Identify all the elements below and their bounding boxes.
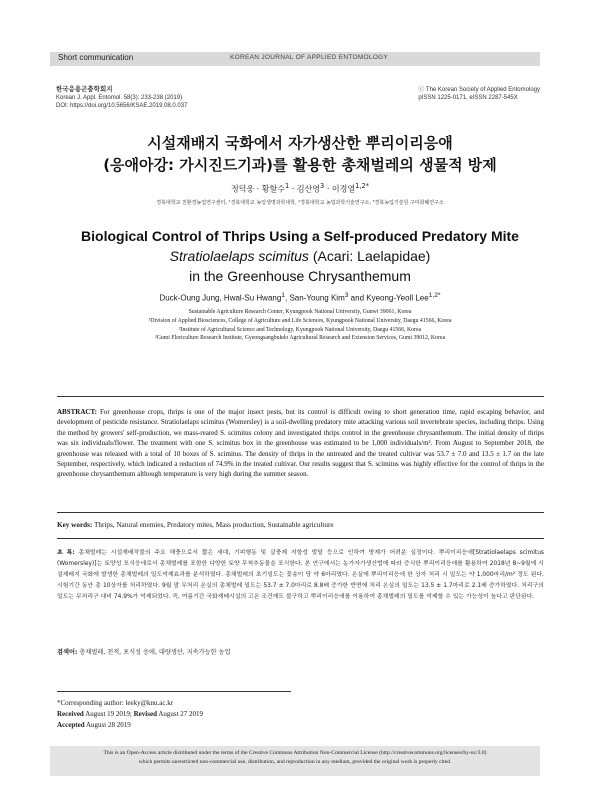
korean-author-sup-2: 3 [320,182,325,190]
received-label: Received [57,710,84,718]
english-author-sup-1: 1 [281,292,285,299]
korean-author-names-3: · 이경열 [324,184,356,194]
taxonomy: (Acari: Laelapidae) [308,248,431,264]
license-line-2: which permits unrestricted non-commercial use, distribution, and reproduction in any medium, provided the original work is properly cited. [138,759,452,765]
correspondence-block [57,698,203,731]
accepted-label: Accepted [57,721,85,729]
section-label: Short communication [58,53,134,62]
citation-block [56,86,187,110]
license-footer [50,746,540,776]
korean-journal-name: 한국응용곤충학회지 [56,86,113,93]
corresponding-email[interactable]: leeky@knu.ac.kr [123,699,174,707]
received-date: August 19 2019; [83,710,132,718]
keywords-text: Thrips, Natural enemies, Predatory mites, Mass production, Sustainable agriculture [92,521,334,529]
korean-abstract-divider [57,538,544,539]
abstract-text: For greenhouse crops, thrips is one of the major insect pests, but its control is difficult owing to short generation time, rapid escaping behavior, and development of pesticide resistance. Stratiolaelaps scimitus (Womersley) is a soil-dwelling predatory mite attacking various soil invertebrate species, including thrips. Using the method by growers' self-production, we mass-reared S. scimitus colony and investigated thrips control in the greenhouse chrysanthemum. The initial density of thrips was six individuals/flower. The treatment with one S. scimitus box in the greenhouse was estimated to be 1,000 individuals/m². From August to September 2018, the greenhouse was released with a total of 10 boxes of S. scimitus. The density of thrips in the untreated and the treated cultivar was 53.7 ± 7.0 and 13.5 ± 1.7 on the late September, respectively, which indicated a reduction of 74.9% in the treated cultivar. Our results suggest that S. scimitus was highly effective for the control of thrips in the greenhouse chrysanthemum although temperature is very high during the summer season. [57,408,544,479]
abstract-label: ABSTRACT: [57,408,97,416]
keywords-top-divider [57,512,544,513]
english-keywords [57,521,334,529]
korean-abstract-label: 초 록: [57,550,75,556]
korean-author-names-1: 정덕웅 · 황할수 [230,184,285,194]
korean-title [0,132,600,176]
korean-author-sup-3: 1,2 [355,182,366,190]
revised-date: August 27 2019 [156,710,204,718]
abstract-top-divider [57,396,544,397]
copyright-society: ⓒ The Korean Society of Applied Entomology [418,87,540,93]
species-name: Stratiolaelaps scimitus [169,248,309,264]
english-author-sup-3: 1,2 [428,292,438,299]
korean-abstract [57,548,544,603]
corresponding-author [57,698,203,709]
english-affiliations [0,308,600,343]
corresponding-label: *Corresponding author: [57,699,124,707]
korean-abstract-text: 총채벌레는 시설재배작물의 주요 해충으로서 짧은 세대, 기피행동 및 살충제 저항성 발달 등으로 인하여 방제가 어려운 실정이다. 뿌리이리응애[Stratiolaelaps scimitus (Womersley)]는 토양성 포식응애로서 총채벌레를 포함한 다양한 토양 무척추동물을 포식한다. 본 연구에서는 농가자가생산법에 따라 증식한 뿌리이리응애를 활용하여 2018년 8~9월에 시설재배지 국화에 발생한 총채벌레의 밀도억제효과를 분석하였다. 총채벌레의 초기밀도는 꽃송이 당 약 6마리였다. 온실에 뿌리이리응애 한 상자 처리 시 밀도는 약 1,000마리/m² 정도 된다. 시험기간 동안 총 10상자를 처리하였다. 9월 말 무처리 온실의 총채벌레 밀도는 53.7 ± 7.0마리로 8.8배 증가한 반면에 처리 온실의 밀도는 13.5 ± 1.7마리로 2.1배 증가하였다. 처리구의 밀도는 무처리구 대비 74.9%가 억제되었다. 즉, 여름기간 국화재배시설의 고온 조건에도 불구하고 뿌리이리응애를 이용하여 총채벌레의 밀도를 억제할 수 있는 가능성이 높다고 판단된다. [57,550,544,600]
journal-name: KOREAN JOURNAL OF APPLIED ENTOMOLOGY [230,54,389,61]
affiliation-3: ³Gumi Floriculture Research Institute, Gyeongsangbukdo Agricultural Research and Extension Services, Gumi 39012, Korea [154,335,446,342]
english-title-line-1: Biological Control of Thrips Using a Self-produced Predatory Mite [81,228,519,244]
keywords-label: Key words: [57,521,93,529]
korean-author-sup-1: 1 [284,182,290,190]
issn: pISSN 1225-0171, eISSN 2287-545X [418,95,518,101]
english-author-names-1: Duck-Oung Jung, Hwal-Su Hwang [159,293,282,303]
korean-title-line-2: (응애아강: 가시진드기과)를 활용한 총채벌레의 생물적 방제 [103,156,497,174]
citation-line: Korean J. Appl. Entomol. 58(3): 233-238 (2019) [56,95,183,101]
english-author-names-2: , San-Young Kim [285,293,345,303]
english-title-line-2 [0,246,600,266]
korean-keywords [57,647,231,656]
doi-link[interactable]: DOI: https://doi.org/10.5656/KSAE.2019.08.0.037 [56,103,188,109]
journal-header-bar [50,52,540,66]
english-author-sup-2: 3 [344,292,349,299]
affiliation-1: ¹Division of Applied Biosciences, College of Agriculture and Life Sciences, Kyungpook National University, Daegu 41566, Korea [148,317,452,324]
korean-keywords-text: 총채벌레, 천적, 포식성 응애, 대량생산, 지속가능한 농업 [77,649,231,656]
affiliation-main: Sustainable Agriculture Research Center, Kyungpook National University, Gunwi 39061, Korea [188,309,412,315]
english-title [0,226,600,286]
accepted-date: August 28 2019 [84,721,131,729]
korean-keywords-label: 검색어: [57,649,78,656]
date-accepted [57,720,203,731]
english-corresponding-star: * [437,292,441,299]
date-received-revised [57,709,203,720]
korean-title-line-1: 시설재배지 국화에서 자가생산한 뿌리이리응애 [147,134,453,152]
english-authors [0,292,600,303]
rights-block [418,86,540,102]
english-title-line-3: in the Greenhouse Chrysanthemum [189,268,411,284]
affiliation-2: ²Institute of Agricultural Science and Technology, Kyungpook National University, Daegu 41566, Korea [178,326,422,333]
english-author-names-3: and Kyeong-Yeoll Lee [348,293,429,303]
license-line-1: This is an Open-Access article distributed under the terms of the Creative Commons Attribution Non-Commercial License (http://creativecommons.org/licenses/by-nc/3.0) [103,750,487,756]
korean-affiliations: 경북대학교 친환경농업연구센터, ¹경북대학교 농업생명과학대학, ²경북대학교 농업과학기술연구소, ³경북농업기술원 구미화훼연구소 [156,200,444,206]
revised-label: Revised [133,710,157,718]
corresponding-star: * [365,182,370,190]
korean-author-names-2: · 김산영 [289,184,321,194]
correspondence-divider [57,691,291,692]
english-abstract [57,407,544,480]
korean-authors [0,182,600,195]
